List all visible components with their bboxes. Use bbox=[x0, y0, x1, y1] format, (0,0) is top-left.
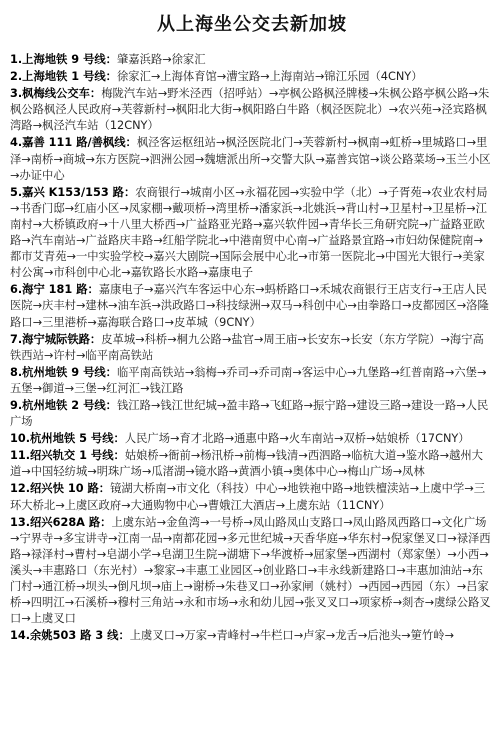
route-item bbox=[10, 52, 494, 68]
route-name: 4.嘉善 111 路/善枫线： bbox=[10, 136, 137, 150]
route-stops: 临平南高铁站→翁梅→乔司→乔司南→客运中心→九堡路→红普南路→六堡→五堡→御道→三堡→红河汇→钱江路 bbox=[10, 365, 487, 395]
route-name: 3.枫梅线公交车： bbox=[10, 87, 102, 101]
route-name: 8.杭州地铁 9 号线： bbox=[10, 365, 117, 379]
route-item bbox=[10, 515, 494, 628]
route-stops: 上虞叉口→万家→青峰村→牛栏口→卢家→龙舌→后池头→筻竹岭→ bbox=[129, 629, 455, 643]
route-list bbox=[10, 52, 494, 644]
route-stops: 肇嘉浜路→徐家汇 bbox=[116, 53, 206, 66]
route-item bbox=[10, 481, 494, 513]
route-stops: 镜湖大桥南→市文化（科技）中心→地铁袍中路→地铁檀渎站→上虞中学→三环大桥北→上虞区政府→大通购物中心→曹娥江大酒店→上虞东站（11CNY） bbox=[10, 482, 486, 512]
route-item bbox=[10, 431, 494, 447]
route-item bbox=[10, 135, 494, 183]
route-stops: 农商银行→城南小区→永福花园→实验中学（北）→子胥苑→农业农村局→书香门邸→红庙小区→凤家棚→戴项桥→湾里桥→潘家浜→北姚浜→背山村→卫星村→卫星桥→江南村→大桥镇政府→十八里大桥西→广益路亚光路→嘉兴软件园→青华长三角研究院→广益路亚欧路→汽车南站→广益路庆丰路→红船学院北→中港南贸中心南→广益路景宜路→市妇幼保健院南→都市艾青苑→一中实验学校→嘉兴大剧院→国际会展中心北→市第一医院北→中国光大银行→美家村公寓→市科创中心北→嘉钦路长水路→嘉康电子 bbox=[10, 185, 488, 280]
route-name: 14.余姚503 路 3 线： bbox=[10, 629, 130, 643]
route-item bbox=[10, 185, 494, 282]
route-stops: 姑娘桥→衙前→杨汛桥→前梅→钱清→西泗路→临杭大道→鉴水路→越州大道→中国轻纺城→明珠广场→瓜渚湖→镜水路→黄酒小镇→奥体中心→梅山广场→凤林 bbox=[10, 449, 483, 479]
route-name: 2.上海地铁 1 号线： bbox=[10, 70, 117, 84]
route-stops: 枫泾客运枢纽站→枫泾医院北门→芙蓉新村→枫南→虹桥→里城路口→里泽→南桥→商城→东方医院→泗洲公园→魏塘派出所→交警大队→嘉善宾馆→谈公路菜场→玉兰小区→办证中心 bbox=[10, 136, 491, 182]
route-stops: 人民广场→育才北路→通惠中路→火车南站→双桥→姑娘桥（17CNY） bbox=[124, 432, 470, 446]
route-item bbox=[10, 332, 494, 364]
route-stops: 皮革城→科桥→桐九公路→盐官→周王庙→长安东→长安（东方学院）→海宁高铁西站→许村→临平南高铁站 bbox=[10, 332, 484, 362]
route-name: 9.杭州地铁 2 号线： bbox=[10, 398, 117, 412]
route-stops: 梅陇汽车站→野米泾西（招呼站）→亭枫公路枫泾牌楼→朱枫公路亭枫公路→朱枫公路枫泾人民政府→芙蓉新村→枫阳北大街→枫阳路白牛路（枫泾医院北）→农兴苑→泾宾路枫湾路→枫泾汽车站（12CNY） bbox=[10, 87, 490, 133]
route-name: 1.上海地铁 9 号线： bbox=[10, 53, 117, 66]
route-item bbox=[10, 86, 494, 134]
route-name: 5.嘉兴 K153/153 路： bbox=[10, 185, 136, 199]
route-item bbox=[10, 69, 494, 85]
route-name: 11.绍兴轨交 1 号线： bbox=[10, 449, 125, 463]
route-name: 7.海宁城际铁路： bbox=[10, 332, 102, 346]
route-stops: 钱江路→钱江世纪城→盈丰路→飞虹路→振宁路→建设三路→建设一路→人民广场 bbox=[10, 398, 489, 429]
route-stops: 徐家汇→上海体育馆→漕宝路→上海南站→锦江乐园（4CNY） bbox=[116, 70, 423, 84]
route-stops: 嘉康电子→嘉兴汽车客运中心东→蚂桥路口→禾城农商银行王店支行→王店人民医院→庆丰村→建林→油车浜→洪政路口→科技绿洲→双马→科创中心→由拳路口→皮都园区→洛隆路口→三里港桥→嘉海联合路口→皮革城（9CNY） bbox=[10, 283, 489, 329]
route-name: 10.杭州地铁 5 号线： bbox=[10, 432, 125, 446]
route-item bbox=[10, 628, 494, 644]
route-item bbox=[10, 398, 494, 430]
route-item bbox=[10, 282, 494, 330]
route-item bbox=[10, 365, 494, 397]
page-title: 从上海坐公交去新加坡 bbox=[157, 14, 347, 35]
route-name: 13.绍兴628A 路： bbox=[10, 515, 112, 529]
route-name: 6.海宁 181 路： bbox=[10, 283, 99, 297]
route-stops: 上虞东站→金鱼湾→一号桥→凤山路凤山支路口→凤山路凤西路口→文化广场→宁界寺→多宝讲寺→江南一品→南都花园→多元世纪城→天香华庭→华东村→倪家堡叉口→禄泽西路→禄泽村→曹村→皂湖小学→皂湖卫生院→湖塘下→华渡桥→屈家堡→西湖村（郑家堡）→小西→溪头→丰惠路口（东光村）→黎家→丰惠工业园区→创业路口→丰永线新建路口→丰惠加油站→东门村→通江桥→坝头→倒凡坝→庙上→谢桥→朱巷叉口→孙家闸（姚村）→西园→西园（东）→吕家桥→四明江→石溪桥→穆村三角站→永和市场→永和幼儿园→张叉叉口→项家桥→剡杏→虞绿公路叉口→上虞叉口 bbox=[10, 515, 491, 626]
route-item bbox=[10, 448, 494, 480]
route-name: 12.绍兴快 10 路： bbox=[10, 482, 111, 496]
